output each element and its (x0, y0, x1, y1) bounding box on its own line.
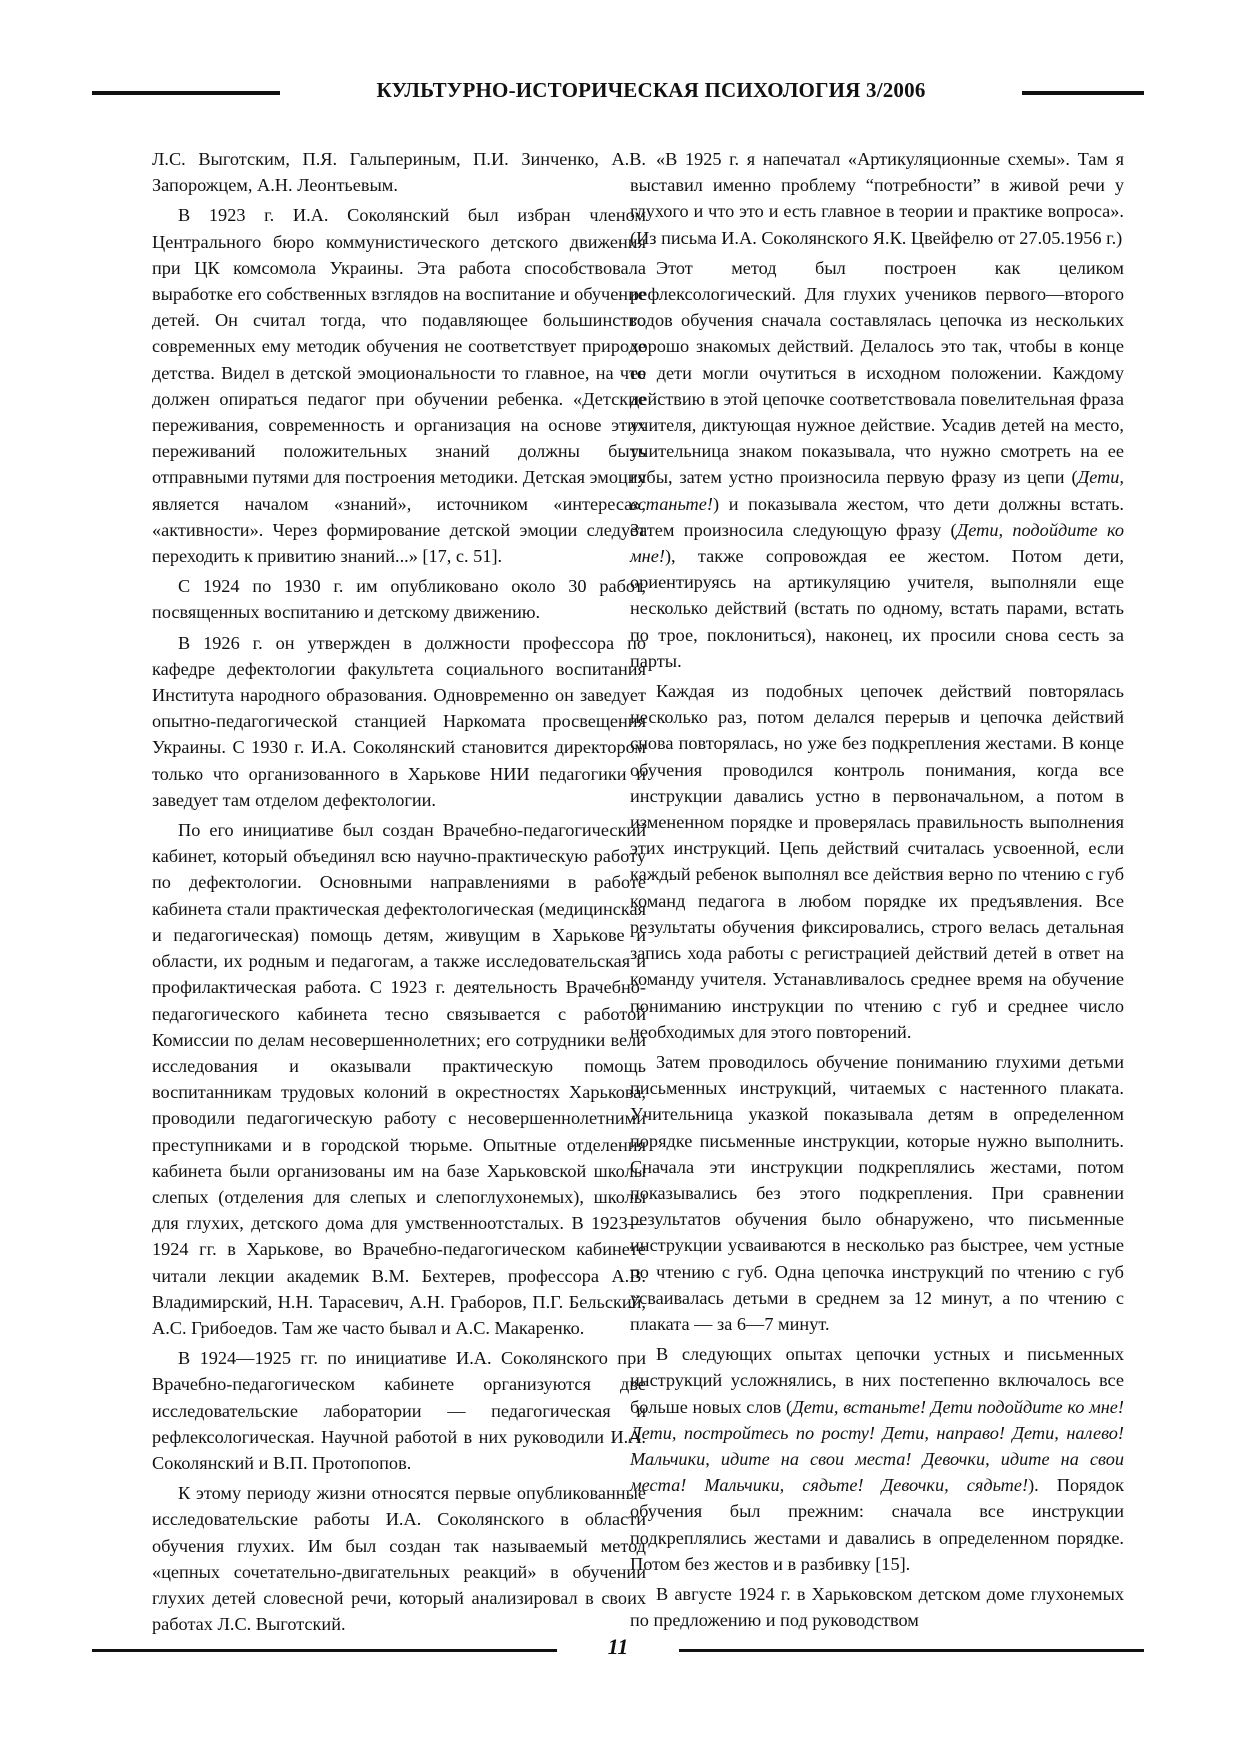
paragraph: В августе 1924 г. в Харьковском детском доме глухонемых по предложению и под руководством (630, 1583, 1124, 1631)
journal-title: КУЛЬТУРНО-ИСТОРИЧЕСКАЯ ПСИХОЛОГИЯ 3/2006 (376, 78, 926, 102)
paragraph: В 1926 г. он утвержден в должности профессора по кафедре дефектологии факультета социального воспитания Института народного образования. Одновременно он заведует опытно-педагогической станцией Наркомата просвещения Украины. С 1930 г. И.А. Соколянский становится директором только что организованного в Харькове НИИ педагогики и заведует там отделом дефектологии. (152, 632, 646, 810)
paragraph (630, 255, 1124, 674)
paragraph: По его инициативе был создан Врачебно-педагогический кабинет, который объединял всю научно-практическую работу по дефектологии. Основными направлениями в работе кабинета стали практическая дефектологическая (медицинская и педагогическая) помощь детям, живущим в Харькове и области, их родным и педагогам, а также исследовательская и профилактическая работа. С 1923 г. деятельность Врачебно-педагогического кабинета тесно связывается с работой Комиссии по делам несовершеннолетних; его сотрудники вели исследования и оказывали практическую помощь воспитанникам трудовых колоний в окрестностях Харькова, проводили педагогическую работу с несовершеннолетними преступниками и в городской тюрьме. Опытные отделения кабинета были организованы им на базе Харьковской школы слепых (отделения для слепых и слепоглухонемых), школы для глухих, детского дома для умственноотсталых. В 1923—1924 гг. в Харькове, во Врачебно-педагогическом кабинете читали лекции академик В.М. Бехтерев, профессора А.В. Владимирский, Н.Н. Тарасевич, А.Н. Граборов, П.Г. Бельский, А.С. Грибоедов. Там же часто бывал и А.С. Макаренко. (152, 820, 646, 1338)
italic-commands: Дети, встаньте! Дети подойдите ко мне! Дети, постройтесь по росту! Дети, направо! Дети, налево! Мальчики, идите на свои места! Девочки, идите на свои места! Мальчики, сядьте! Девочки, сядьте! (630, 1396, 1125, 1496)
text-run: Этот метод был построен как целиком рефлексологический. Для глухих учеников первого—второго годов обучения сначала составлялась цепочка из нескольких хорошо знакомых действий. Делалось это так, чтобы в конце ее дети могли очутиться в исходном положении. Каждому действию в этой цепочке соответствовала повелительная фраза учителя, диктующая нужное действие. Усадив детей на место, учительница знаком показывала, что нужно смотреть на ее губы, затем устно произносила первую фразу из цепи ( (630, 257, 1124, 488)
text-run: В следующих опытах цепочки устных и письменных инструкций усложнялись, в них постепенно включалось все больше новых слов ( (630, 1344, 1124, 1417)
left-column (152, 146, 646, 1637)
text-run: ). Порядок обучения был прежним: сначала все инструкции подкреплялись жестами и давались в определенном порядке. Потом без жестов и в разбивку [15]. (630, 1475, 1124, 1574)
footer-rule-left (92, 1649, 557, 1652)
header-rule-right (1022, 91, 1144, 95)
paragraph: Л.С. Выготским, П.Я. Гальпериным, П.И. Зинченко, А.В. Запорожцем, А.Н. Леонтьевым. (152, 149, 646, 196)
italic-command: Дети, встаньте! (630, 467, 1124, 514)
paragraph: В 1923 г. И.А. Соколянский был избран членом Центрального бюро коммунистического детского движения при ЦК комсомола Украины. Эта работа способствовала выработке его собственных взглядов на воспитание и обучение детей. Он считал тогда, что подавляющее большинство современных ему методик обучения не соответствует природе детства. Видел в детской эмоциональности то главное, на что должен опираться педагог при обучении ребенка. «Детские переживания, современность и организация на основе этих переживаний положительных знаний должны быть отправными путями для построения методики. Детская эмоция является началом «знаний», источником «интереса», «активности». Через формирование детской эмоции следует переходить к привитию знаний...» [17, с. 51]. (152, 205, 646, 567)
paragraph: Затем проводилось обучение пониманию глухими детьми письменных инструкций, читаемых с настенного плаката. Учительница указкой показывала детям в определенном порядке письменные инструкции, которые нужно выполнить. Сначала эти инструкции подкреплялись жестами, потом показывались без этого подкрепления. При сравнении результатов обучения было обнаружено, что письменные инструкции усваиваются в несколько раз быстрее, чем устные по чтению с губ. Одна цепочка инструкций по чтению с губ усваивалась детьми в среднем за 12 минут, а по чтению с плаката — за 6—7 минут. (630, 1051, 1124, 1334)
paragraph: «В 1925 г. я напечатал «Артикуляционные схемы». Там я выставил именно проблему “потребности” в живой речи у глухого и что это и есть главное в теории и практике вопроса». (Из письма И.А. Соколянского Я.К. Цвейфелю от 27.05.1956 г.) (630, 149, 1124, 248)
page-number: 11 (607, 1634, 629, 1659)
right-column (630, 146, 1124, 1633)
paragraph: В 1924—1925 гг. по инициативе И.А. Соколянского при Врачебно-педагогическом кабинете организуются две исследовательские лаборатории — педагогическая и рефлексологическая. Научной работой в них руководили И.А. Соколянский и В.П. Протопопов. (152, 1348, 646, 1473)
header-rule-left (92, 91, 280, 95)
paragraph (630, 1341, 1124, 1577)
text-run: ) и показывала жестом, что дети должны встать. Затем произносила следующую фразу ( (630, 493, 1124, 540)
paragraph: С 1924 по 1930 г. им опубликовано около 30 работ, посвященных воспитанию и детскому движению. (152, 576, 646, 623)
paragraph: К этому периоду жизни относятся первые опубликованные исследовательские работы И.А. Соколянского в области обучения глухих. Им был создан так называемый метод «цепных сочетательно-двигательных реакций» в обучении глухих детей словесной речи, который анализировал в своих работах Л.С. Выготский. (152, 1483, 646, 1635)
italic-command: Дети, подойдите ко мне! (630, 519, 1124, 567)
running-header (92, 72, 1144, 116)
footer-rule-right (679, 1649, 1144, 1652)
page-footer (92, 1636, 1144, 1666)
text-run: ), также сопровождая ее жестом. Потом дети, ориентируясь на артикуляцию учителя, выполняли еще несколько действий (встать по одному, встать парами, встать по трое, поклониться), наконец, их просили снова сесть за парты. (630, 546, 1124, 671)
paragraph: Каждая из подобных цепочек действий повторялась несколько раз, потом делался перерыв и цепочка действий снова повторялась, но уже без подкрепления жестами. В конце обучения проводился контроль понимания, когда все инструкции давались устно в первоначальном, а потом в измененном порядке и проверялась правильность выполнения этих инструкций. Цепь действий считалась усвоенной, если каждый ребенок выполнял все действия верно по чтению с губ команд педагога в любом порядке их предъявления. Все результаты обучения фиксировались, строго велась детальная запись хода работы с регистрацией действий детей в ответ на команду учителя. Устанавливалось среднее время на обучение пониманию инструкции по чтению с губ и среднее число необходимых для этого повторений. (630, 681, 1124, 1042)
